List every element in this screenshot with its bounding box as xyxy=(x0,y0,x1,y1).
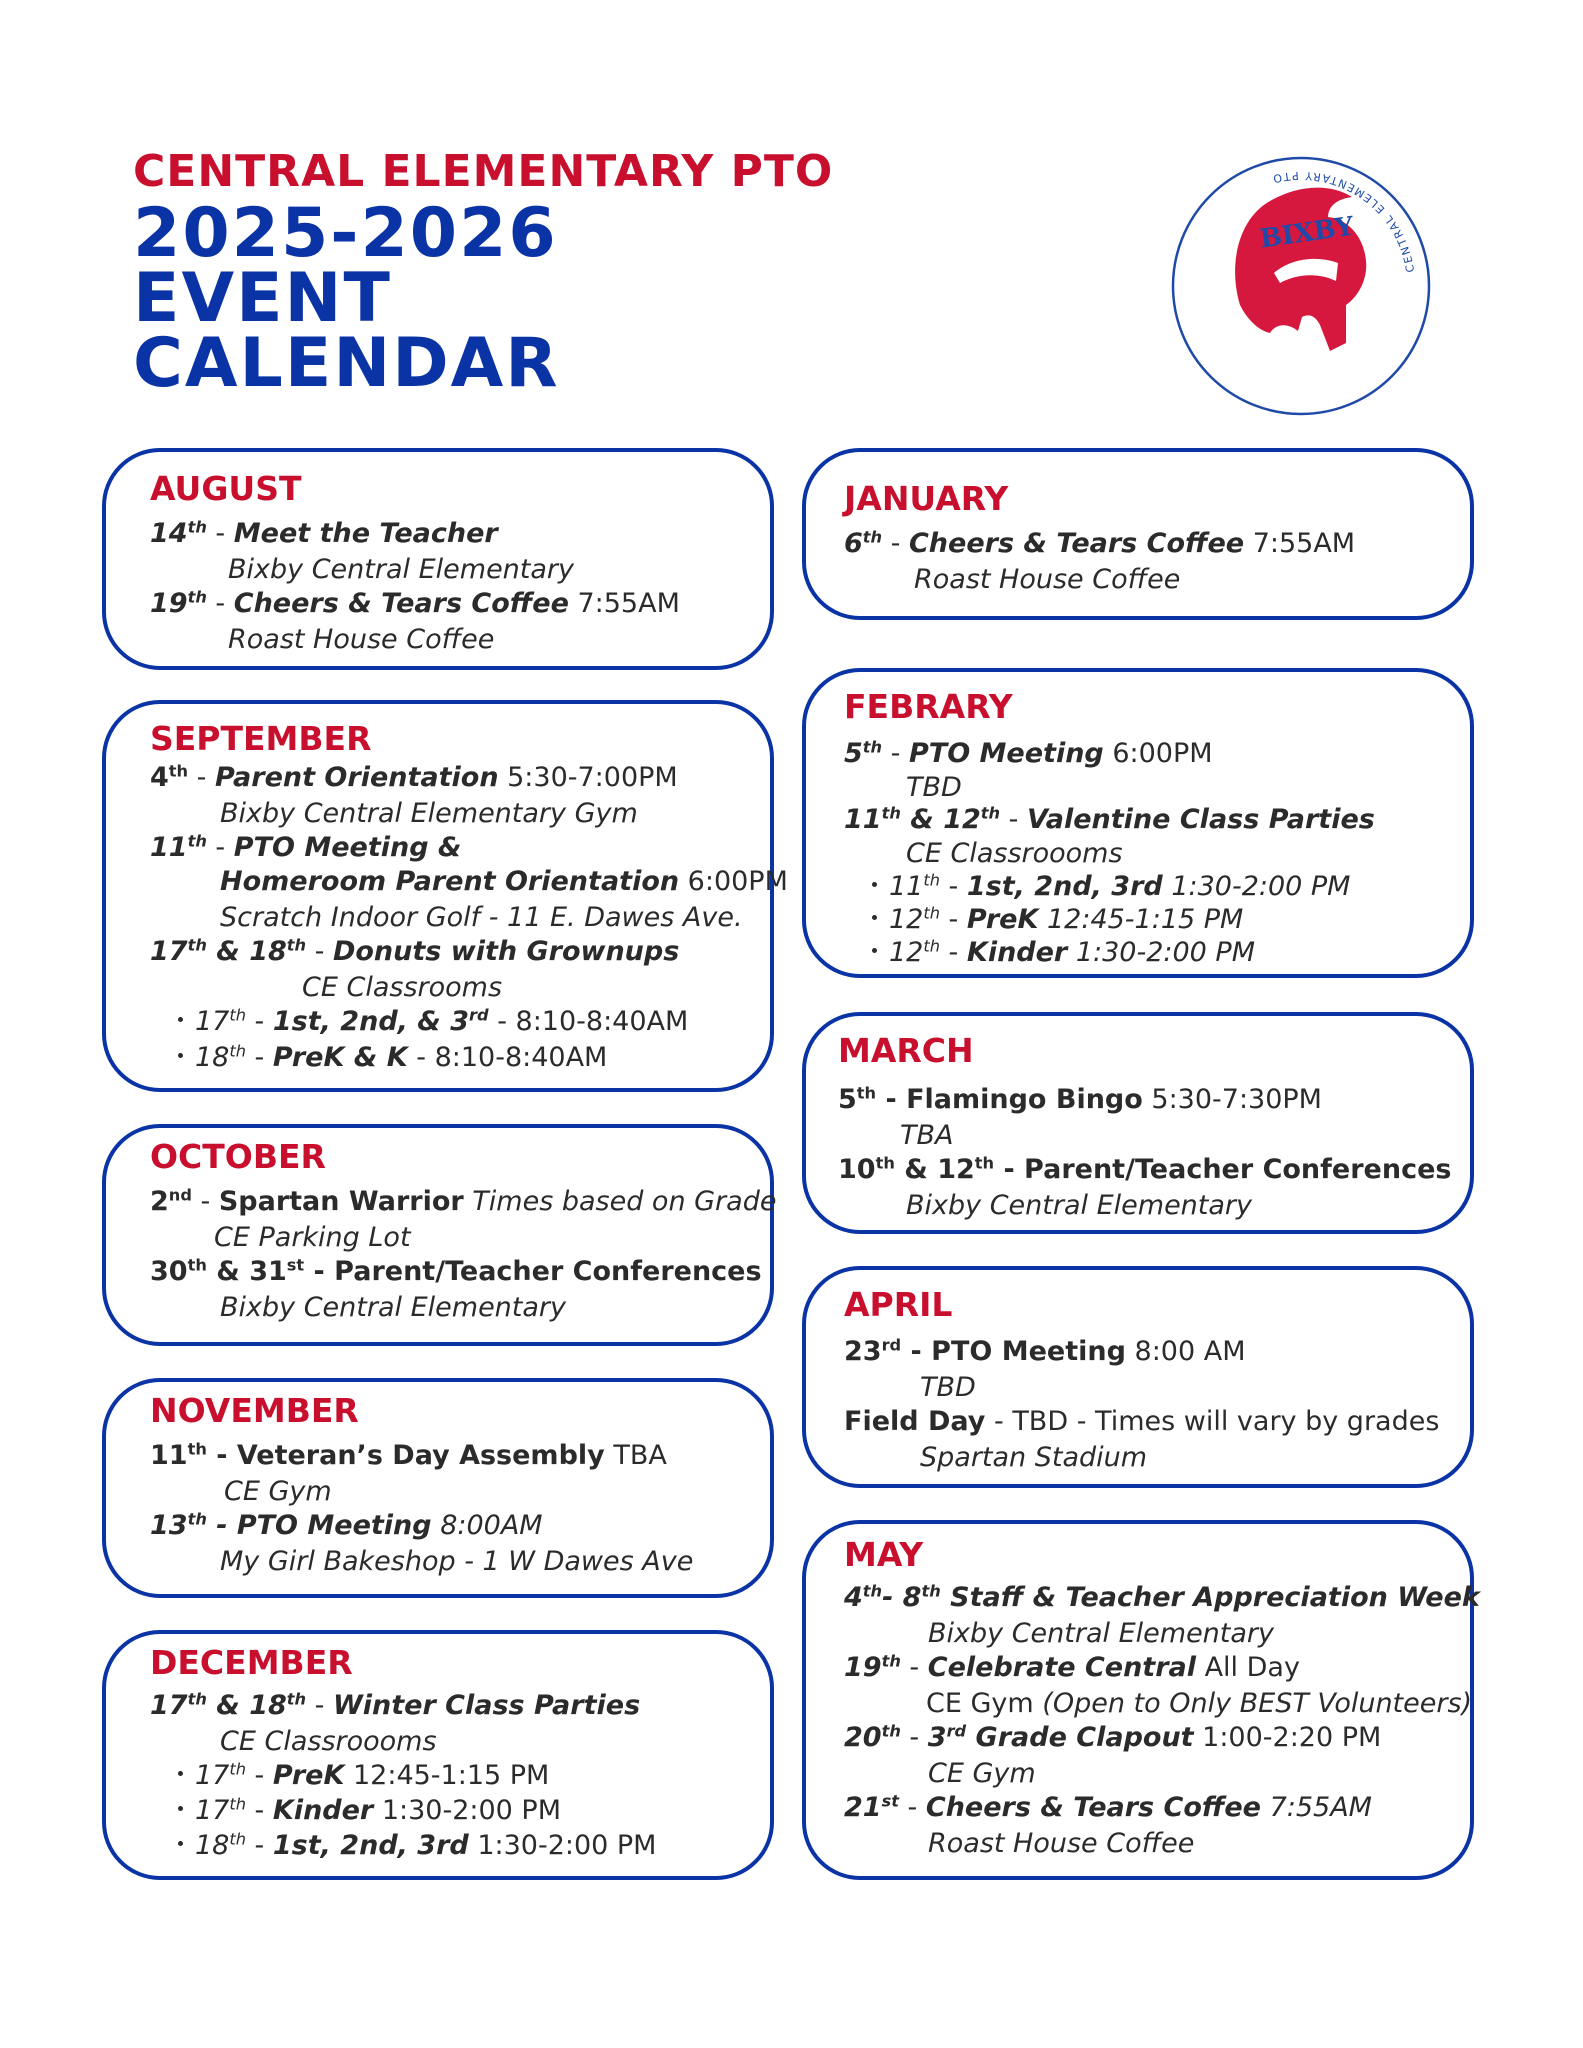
event-location: Bixby Central Elementary Gym xyxy=(220,798,638,829)
event-location: Bixby Central Elementary xyxy=(220,1292,567,1323)
event-location: CE Gym (Open to Only BEST Volunteers) xyxy=(926,1688,1473,1719)
event-location: CE Classrooms xyxy=(302,972,503,1003)
bullet-icon xyxy=(872,915,877,920)
month-december: DECEMBER xyxy=(150,1643,353,1682)
org-title: CENTRAL ELEMENTARY PTO xyxy=(133,146,834,197)
event-location: CE Parking Lot xyxy=(214,1222,411,1253)
event-line: 23rd - PTO Meeting 8:00 AM xyxy=(844,1335,1246,1367)
sub-event-item: 12th - PreK 12:45-1:15 PM xyxy=(872,906,1243,933)
event-location: Bixby Central Elementary xyxy=(928,1618,1275,1649)
bixby-spartan-logo xyxy=(1170,155,1432,417)
event-location: Roast House Coffee xyxy=(914,564,1181,595)
bullet-icon xyxy=(178,1771,183,1776)
event-line: 10th & 12th - Parent/Teacher Conferences xyxy=(838,1153,1452,1185)
event-title: EVENT xyxy=(133,259,392,338)
event-location: TBA xyxy=(900,1120,954,1151)
calendar-title: CALENDAR xyxy=(133,324,560,403)
event-location: CE Gym xyxy=(224,1476,332,1507)
event-location: Spartan Stadium xyxy=(920,1442,1148,1473)
sub-event-item: 18th - 1st, 2nd, 3rd 1:30-2:00 PM xyxy=(178,1832,656,1859)
years-title: 2025-2026 xyxy=(133,194,558,273)
event-line: 13th - PTO Meeting 8:00AM xyxy=(150,1509,543,1541)
event-line: 17th & 18th - Winter Class Parties xyxy=(150,1689,641,1721)
event-location: Roast House Coffee xyxy=(228,624,495,655)
event-location: TBD xyxy=(920,1372,976,1403)
event-line: 14th - Meet the Teacher xyxy=(150,517,498,549)
event-location: Roast House Coffee xyxy=(928,1828,1195,1859)
sub-event-item: 18th - PreK & K - 8:10-8:40AM xyxy=(178,1044,607,1071)
month-september: SEPTEMBER xyxy=(150,719,372,758)
month-march: MARCH xyxy=(838,1031,974,1070)
event-line: 4th - Parent Orientation 5:30-7:00PM xyxy=(150,761,678,793)
event-location: TBD xyxy=(906,772,962,803)
month-november: NOVEMBER xyxy=(150,1391,359,1430)
event-line: 5th - PTO Meeting 6:00PM xyxy=(844,737,1213,769)
bullet-icon xyxy=(178,1017,183,1022)
event-location: My Girl Bakeshop - 1 W Dawes Ave xyxy=(220,1546,694,1577)
sub-event-item: 11th - 1st, 2nd, 3rd 1:30-2:00 PM xyxy=(872,873,1350,900)
event-line: 30th & 31st - Parent/Teacher Conferences xyxy=(150,1255,762,1287)
bullet-icon xyxy=(872,882,877,887)
event-location: CE Classroooms xyxy=(220,1726,437,1757)
event-location: CE Gym xyxy=(928,1758,1036,1789)
logo-bixby-text: BIXBY xyxy=(1258,211,1356,255)
event-line: Field Day - TBD - Times will vary by grades xyxy=(844,1406,1440,1437)
month-january: JANUARY xyxy=(844,479,1009,518)
sub-event-item: 17th - 1st, 2nd, & 3rd - 8:10-8:40AM xyxy=(178,1008,688,1035)
event-line: 5th - Flamingo Bingo 5:30-7:30PM xyxy=(838,1083,1322,1115)
bullet-icon xyxy=(178,1841,183,1846)
event-location: CE Classroooms xyxy=(906,838,1123,869)
event-line: 11th - Veteran’s Day Assembly TBA xyxy=(150,1439,667,1471)
month-february: FEBRARY xyxy=(844,687,1013,726)
sub-event-item: 17th - PreK 12:45-1:15 PM xyxy=(178,1762,549,1789)
event-line: 20th - 3rd Grade Clapout 1:00-2:20 PM xyxy=(844,1721,1382,1753)
bullet-icon xyxy=(178,1806,183,1811)
month-april: APRIL xyxy=(844,1285,953,1324)
event-location: Bixby Central Elementary xyxy=(906,1190,1253,1221)
month-may: MAY xyxy=(844,1535,924,1574)
event-location: Bixby Central Elementary xyxy=(228,554,575,585)
event-location: Scratch Indoor Golf - 11 E. Dawes Ave. xyxy=(220,902,743,933)
event-line: 11th - PTO Meeting & xyxy=(150,831,462,863)
event-line: 11th & 12th - Valentine Class Parties xyxy=(844,803,1375,835)
event-line: 2nd - Spartan Warrior Times based on Grade xyxy=(150,1185,777,1217)
month-october: OCTOBER xyxy=(150,1137,326,1176)
event-line: 19th - Cheers & Tears Coffee 7:55AM xyxy=(150,587,680,619)
bullet-icon xyxy=(872,948,877,953)
sub-event-item: 12th - Kinder 1:30-2:00 PM xyxy=(872,939,1255,966)
month-august: AUGUST xyxy=(150,469,302,508)
bullet-icon xyxy=(178,1053,183,1058)
event-line: 4th- 8th Staff & Teacher Appreciation Week xyxy=(844,1581,1480,1613)
event-line: 6th - Cheers & Tears Coffee 7:55AM xyxy=(844,527,1356,559)
event-line: 19th - Celebrate Central All Day xyxy=(844,1651,1300,1683)
event-line: 17th & 18th - Donuts with Grownups xyxy=(150,935,680,967)
logo-ring-text: CENTRAL ELEMENTARY PTO xyxy=(1269,168,1418,274)
event-line: 21st - Cheers & Tears Coffee 7:55AM xyxy=(844,1791,1372,1823)
sub-event-item: 17th - Kinder 1:30-2:00 PM xyxy=(178,1797,561,1824)
event-line: Homeroom Parent Orientation 6:00PM xyxy=(220,866,788,897)
